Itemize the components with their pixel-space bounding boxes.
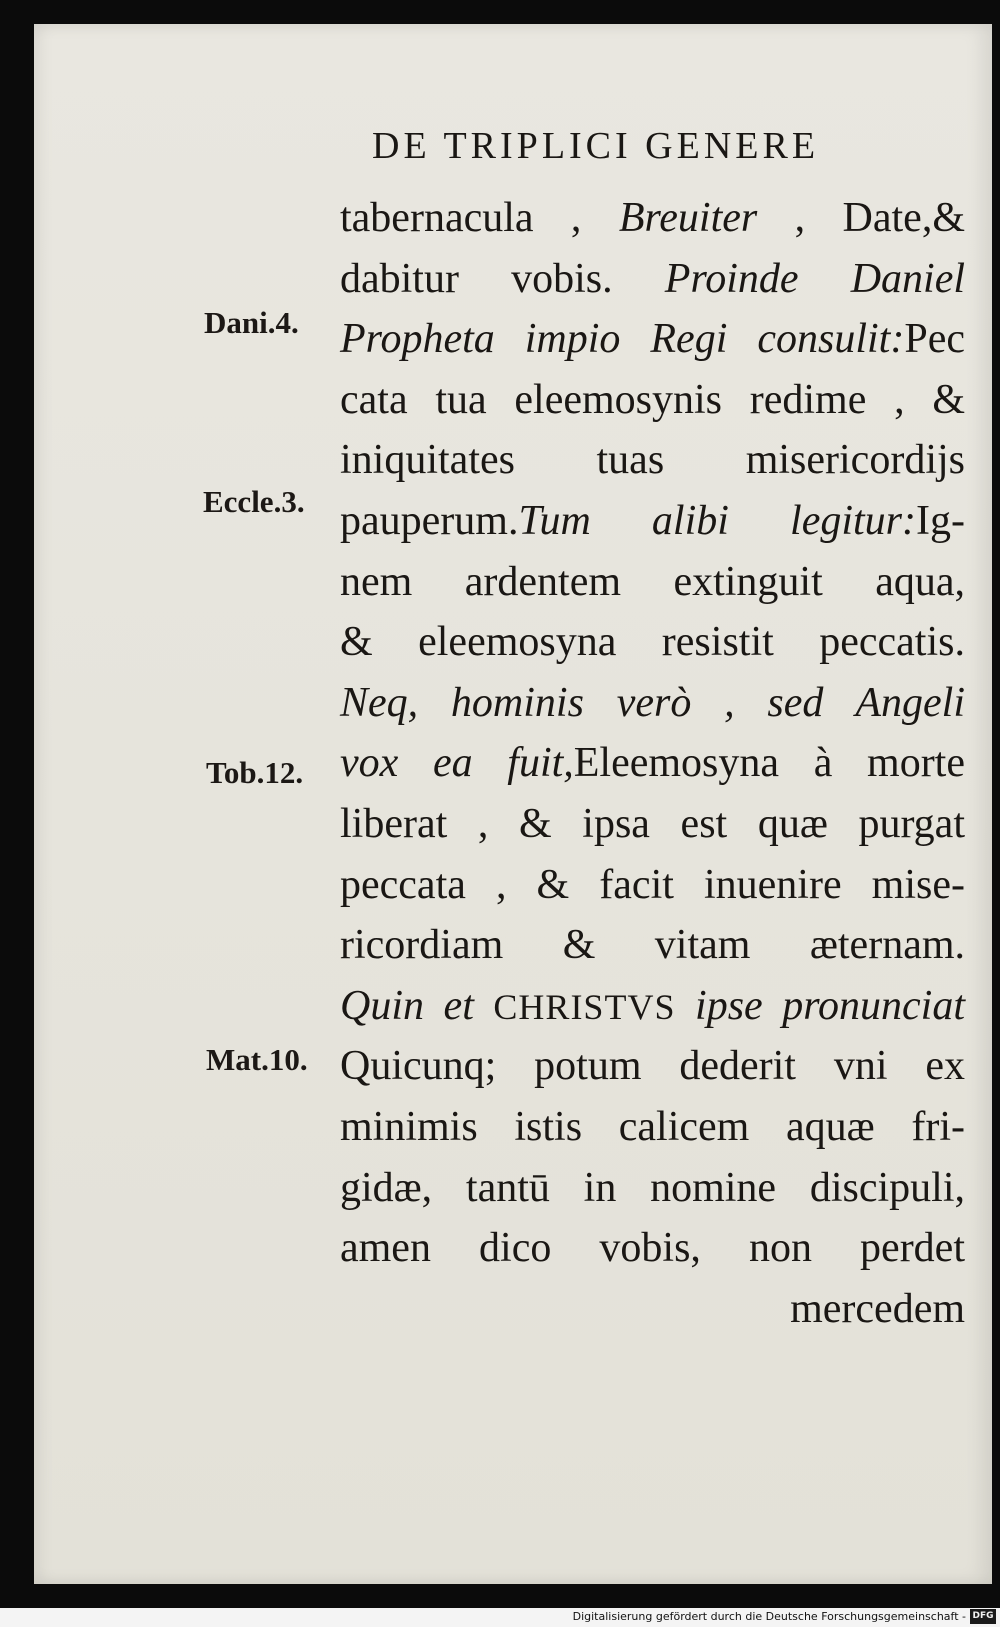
text-line	[340, 976, 965, 1037]
digitization-credit: Digitalisierung gefördert durch die Deutsche Forschungsgemeinschaft -	[572, 1610, 966, 1623]
text-segment: vox ea fuit,	[340, 740, 574, 787]
text-segment: Pec	[904, 316, 965, 363]
margin-note-eccle: Eccle.3.	[203, 484, 305, 519]
text-line	[340, 1218, 965, 1279]
text-segment: Eleemosyna à morte	[573, 740, 965, 787]
text-line	[340, 915, 965, 976]
text-line	[340, 1097, 965, 1158]
text-line	[340, 1158, 965, 1219]
text-line	[340, 1279, 965, 1340]
text-segment: nem ardentem extinguit aqua,	[340, 558, 965, 605]
text-line	[340, 733, 965, 794]
text-segment: amen dico vobis, non perdet	[340, 1225, 965, 1272]
text-line	[340, 370, 965, 431]
text-segment: Neq, hominis verò , sed Angeli	[340, 679, 965, 726]
text-line	[340, 430, 965, 491]
text-segment: CHRISTVS	[493, 986, 676, 1027]
running-header: DE TRIPLICI GENERE	[372, 125, 820, 167]
margin-note-dani: Dani.4.	[204, 305, 299, 340]
text-segment: Propheta impio Regi consulit:	[340, 316, 905, 363]
text-line	[340, 855, 965, 916]
text-segment: Ig-	[916, 497, 965, 544]
text-segment: cata tua eleemosynis redime , &	[340, 376, 965, 423]
text-line	[340, 491, 965, 552]
margin-note-mat: Mat.10.	[206, 1042, 308, 1077]
text-segment: , Date,&	[757, 195, 965, 241]
text-line	[340, 309, 965, 370]
text-segment: Breuiter	[618, 195, 758, 241]
text-line	[340, 249, 965, 310]
text-segment: pauperum.	[340, 497, 519, 544]
dfg-logo: DFG	[970, 1609, 996, 1624]
body-text	[340, 188, 965, 1339]
text-segment: dabitur vobis.	[340, 255, 665, 302]
text-line	[340, 673, 965, 734]
text-segment: mercedem	[790, 1285, 965, 1332]
text-line	[340, 188, 965, 249]
text-segment: Tum alibi legitur:	[518, 497, 917, 544]
text-segment: & eleemosyna resistit peccatis.	[340, 619, 965, 666]
text-segment: gidæ, tantū in nomine discipuli,	[340, 1164, 965, 1211]
margin-note-tob: Tob.12.	[206, 755, 304, 790]
text-line	[340, 1036, 965, 1097]
text-segment: Proinde Daniel	[664, 255, 966, 302]
text-segment: Quicunq; potum dederit vni ex	[340, 1043, 965, 1090]
text-segment: minimis istis calicem aquæ fri-	[340, 1103, 965, 1150]
text-segment: iniquitates tuas misericordijs	[340, 437, 965, 484]
text-segment: ricordiam & vitam æternam.	[340, 922, 965, 969]
text-segment: Quin et	[340, 982, 494, 1029]
text-line	[340, 552, 965, 613]
text-line	[340, 794, 965, 855]
text-segment: ipse pronunciat	[675, 982, 965, 1029]
text-segment: peccata , & facit inuenire mise-	[340, 861, 965, 908]
text-line	[340, 612, 965, 673]
text-segment: tabernacula ,	[340, 195, 619, 241]
text-segment: liberat , & ipsa est quæ purgat	[340, 800, 965, 847]
